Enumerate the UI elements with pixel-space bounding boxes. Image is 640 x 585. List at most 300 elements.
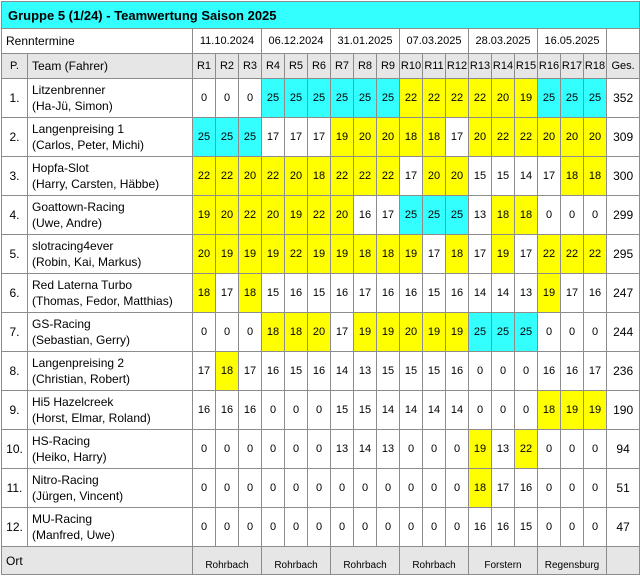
dates-end-cell <box>607 29 640 54</box>
table-title: Gruppe 5 (1/24) - Teamwertung Saison 2025 <box>2 2 640 29</box>
team-total: 190 <box>607 391 640 430</box>
score-cell: 22 <box>561 235 584 274</box>
race-header-r13: R13 <box>469 54 492 79</box>
score-cell: 25 <box>492 313 515 352</box>
race-header-r10: R10 <box>400 54 423 79</box>
score-cell: 0 <box>584 469 607 508</box>
score-cell: 25 <box>239 118 262 157</box>
score-cell: 25 <box>285 79 308 118</box>
team-position: 1. <box>2 79 28 118</box>
score-cell: 0 <box>216 79 239 118</box>
team-drivers: (Robin, Kai, Markus) <box>32 255 142 269</box>
team-drivers: (Uwe, Andre) <box>32 216 103 230</box>
score-cell: 14 <box>400 391 423 430</box>
team-name: Goattown-Racing <box>32 200 125 214</box>
score-cell: 0 <box>262 391 285 430</box>
score-cell: 25 <box>331 79 354 118</box>
score-cell: 17 <box>423 235 446 274</box>
score-cell: 0 <box>331 469 354 508</box>
score-cell: 18 <box>446 235 469 274</box>
score-cell: 22 <box>354 157 377 196</box>
score-cell: 19 <box>262 235 285 274</box>
score-cell: 20 <box>193 235 216 274</box>
score-cell: 22 <box>515 430 538 469</box>
team-total: 299 <box>607 196 640 235</box>
score-cell: 0 <box>561 430 584 469</box>
score-cell: 0 <box>239 430 262 469</box>
score-cell: 0 <box>584 508 607 547</box>
team-position: 2. <box>2 118 28 157</box>
score-cell: 0 <box>354 508 377 547</box>
score-cell: 16 <box>216 391 239 430</box>
score-cell: 19 <box>584 391 607 430</box>
race-header-r17: R17 <box>561 54 584 79</box>
score-cell: 17 <box>584 352 607 391</box>
score-cell: 22 <box>538 235 561 274</box>
score-cell: 0 <box>216 469 239 508</box>
table-row <box>2 352 640 391</box>
score-cell: 22 <box>216 157 239 196</box>
score-cell: 0 <box>492 352 515 391</box>
team-name: Langenpreising 2 <box>32 356 125 370</box>
score-cell: 16 <box>262 352 285 391</box>
score-cell: 17 <box>377 196 400 235</box>
score-cell: 19 <box>538 274 561 313</box>
score-cell: 16 <box>308 352 331 391</box>
score-cell: 0 <box>216 430 239 469</box>
table-row <box>2 274 640 313</box>
team-total: 47 <box>607 508 640 547</box>
team-position: 9. <box>2 391 28 430</box>
score-cell: 20 <box>446 157 469 196</box>
team-drivers: (Carlos, Peter, Michi) <box>32 138 145 152</box>
score-cell: 19 <box>239 235 262 274</box>
team-cell <box>28 391 193 430</box>
table-row <box>2 430 640 469</box>
score-cell: 0 <box>377 469 400 508</box>
score-cell: 17 <box>239 352 262 391</box>
score-cell: 20 <box>308 313 331 352</box>
score-cell: 19 <box>492 235 515 274</box>
team-drivers: (Sebastian, Gerry) <box>32 333 131 347</box>
score-cell: 25 <box>377 79 400 118</box>
race-date: 07.03.2025 <box>400 29 469 54</box>
score-cell: 14 <box>446 391 469 430</box>
score-cell: 20 <box>561 118 584 157</box>
team-drivers: (Manfred, Uwe) <box>32 528 115 542</box>
team-position: 10. <box>2 430 28 469</box>
table-row <box>2 235 640 274</box>
team-cell <box>28 508 193 547</box>
score-cell: 0 <box>561 508 584 547</box>
ort-end-cell <box>607 547 640 575</box>
score-cell: 25 <box>469 313 492 352</box>
score-cell: 0 <box>193 508 216 547</box>
score-cell: 0 <box>285 430 308 469</box>
score-cell: 22 <box>262 157 285 196</box>
location-row <box>2 547 640 575</box>
score-cell: 18 <box>354 235 377 274</box>
score-cell: 17 <box>446 118 469 157</box>
score-cell: 17 <box>469 235 492 274</box>
race-date: 11.10.2024 <box>193 29 262 54</box>
score-cell: 22 <box>584 235 607 274</box>
score-cell: 16 <box>239 391 262 430</box>
score-cell: 22 <box>446 79 469 118</box>
score-cell: 13 <box>354 352 377 391</box>
score-cell: 22 <box>515 118 538 157</box>
race-location: Rohrbach <box>193 547 262 575</box>
team-cell <box>28 157 193 196</box>
score-cell: 25 <box>515 313 538 352</box>
score-cell: 0 <box>423 430 446 469</box>
score-cell: 0 <box>331 508 354 547</box>
score-cell: 25 <box>584 79 607 118</box>
score-cell: 20 <box>285 157 308 196</box>
team-cell <box>28 352 193 391</box>
score-cell: 0 <box>515 352 538 391</box>
race-header-r4: R4 <box>262 54 285 79</box>
score-cell: 0 <box>285 469 308 508</box>
score-cell: 17 <box>354 274 377 313</box>
race-header-r8: R8 <box>354 54 377 79</box>
table-row <box>2 118 640 157</box>
team-position: 8. <box>2 352 28 391</box>
score-cell: 0 <box>400 430 423 469</box>
score-cell: 0 <box>561 469 584 508</box>
table-row <box>2 196 640 235</box>
score-cell: 0 <box>538 508 561 547</box>
team-position: 4. <box>2 196 28 235</box>
team-drivers: (Heiko, Harry) <box>32 450 107 464</box>
team-drivers: (Thomas, Fedor, Matthias) <box>32 294 173 308</box>
score-cell: 0 <box>561 313 584 352</box>
score-cell: 0 <box>377 508 400 547</box>
score-cell: 0 <box>285 391 308 430</box>
team-drivers: (Horst, Elmar, Roland) <box>32 411 151 425</box>
score-cell: 20 <box>469 118 492 157</box>
team-total: 309 <box>607 118 640 157</box>
team-name: slotracing4ever <box>32 239 114 253</box>
team-total: 352 <box>607 79 640 118</box>
score-cell: 15 <box>354 391 377 430</box>
score-cell: 16 <box>400 274 423 313</box>
score-cell: 17 <box>216 274 239 313</box>
score-cell: 0 <box>469 352 492 391</box>
score-cell: 18 <box>584 157 607 196</box>
team-total: 247 <box>607 274 640 313</box>
score-cell: 25 <box>354 79 377 118</box>
score-cell: 0 <box>538 430 561 469</box>
score-cell: 25 <box>193 118 216 157</box>
score-cell: 16 <box>446 352 469 391</box>
team-total: 300 <box>607 157 640 196</box>
score-cell: 0 <box>262 430 285 469</box>
score-cell: 15 <box>469 157 492 196</box>
team-name: GS-Racing <box>32 317 91 331</box>
score-cell: 0 <box>400 508 423 547</box>
score-cell: 20 <box>538 118 561 157</box>
score-cell: 22 <box>400 79 423 118</box>
score-cell: 22 <box>331 157 354 196</box>
score-cell: 20 <box>584 118 607 157</box>
race-header-r14: R14 <box>492 54 515 79</box>
table-row <box>2 313 640 352</box>
score-cell: 22 <box>193 157 216 196</box>
score-cell: 19 <box>469 430 492 469</box>
race-location: Rohrbach <box>400 547 469 575</box>
score-cell: 17 <box>193 352 216 391</box>
score-cell: 19 <box>331 235 354 274</box>
race-header-r5: R5 <box>285 54 308 79</box>
score-cell: 18 <box>216 352 239 391</box>
score-cell: 13 <box>469 196 492 235</box>
race-location: Rohrbach <box>262 547 331 575</box>
score-cell: 0 <box>446 430 469 469</box>
score-cell: 25 <box>446 196 469 235</box>
score-cell: 0 <box>584 196 607 235</box>
team-total: 51 <box>607 469 640 508</box>
score-cell: 0 <box>400 469 423 508</box>
score-cell: 16 <box>515 469 538 508</box>
team-position: 11. <box>2 469 28 508</box>
score-cell: 22 <box>285 235 308 274</box>
ort-label: Ort <box>2 547 193 575</box>
score-cell: 15 <box>423 352 446 391</box>
race-header-r15: R15 <box>515 54 538 79</box>
score-cell: 13 <box>377 430 400 469</box>
score-cell: 16 <box>377 274 400 313</box>
score-cell: 0 <box>216 313 239 352</box>
header-row <box>2 54 640 79</box>
score-cell: 17 <box>561 274 584 313</box>
race-header-r12: R12 <box>446 54 469 79</box>
score-cell: 18 <box>492 196 515 235</box>
score-cell: 15 <box>377 352 400 391</box>
score-cell: 22 <box>469 79 492 118</box>
team-cell <box>28 196 193 235</box>
table-row <box>2 157 640 196</box>
score-cell: 15 <box>423 274 446 313</box>
team-total: 244 <box>607 313 640 352</box>
score-cell: 0 <box>584 313 607 352</box>
score-cell: 15 <box>285 352 308 391</box>
score-cell: 20 <box>377 118 400 157</box>
score-cell: 14 <box>377 391 400 430</box>
race-header-r1: R1 <box>193 54 216 79</box>
race-date: 06.12.2024 <box>262 29 331 54</box>
score-cell: 14 <box>354 430 377 469</box>
team-standings-table <box>1 1 640 575</box>
score-cell: 22 <box>308 196 331 235</box>
score-cell: 18 <box>377 235 400 274</box>
title-row <box>2 2 640 29</box>
race-location: Rohrbach <box>331 547 400 575</box>
score-cell: 0 <box>193 79 216 118</box>
score-cell: 20 <box>216 196 239 235</box>
score-cell: 0 <box>584 430 607 469</box>
score-cell: 15 <box>492 157 515 196</box>
team-name: Hi5 Hazelcreek <box>32 395 114 409</box>
team-drivers: (Harry, Carsten, Häbbe) <box>32 177 160 191</box>
race-header-r7: R7 <box>331 54 354 79</box>
score-cell: 16 <box>285 274 308 313</box>
race-header-r16: R16 <box>538 54 561 79</box>
team-name: Red Laterna Turbo <box>32 278 133 292</box>
score-cell: 0 <box>262 508 285 547</box>
score-cell: 0 <box>308 430 331 469</box>
score-cell: 17 <box>492 469 515 508</box>
score-cell: 25 <box>400 196 423 235</box>
score-cell: 20 <box>262 196 285 235</box>
team-total: 94 <box>607 430 640 469</box>
score-cell: 18 <box>262 313 285 352</box>
score-cell: 20 <box>400 313 423 352</box>
team-name: Langenpreising 1 <box>32 122 125 136</box>
score-cell: 0 <box>239 79 262 118</box>
score-cell: 17 <box>538 157 561 196</box>
score-cell: 0 <box>538 469 561 508</box>
team-cell <box>28 274 193 313</box>
team-drivers: (Jürgen, Vincent) <box>32 489 124 503</box>
score-cell: 22 <box>239 196 262 235</box>
score-cell: 16 <box>492 508 515 547</box>
score-cell: 15 <box>331 391 354 430</box>
score-cell: 0 <box>354 469 377 508</box>
score-cell: 16 <box>354 196 377 235</box>
score-cell: 19 <box>285 196 308 235</box>
score-cell: 25 <box>538 79 561 118</box>
score-cell: 15 <box>515 508 538 547</box>
score-cell: 20 <box>331 196 354 235</box>
score-cell: 18 <box>285 313 308 352</box>
score-cell: 14 <box>492 274 515 313</box>
table-row <box>2 391 640 430</box>
team-cell <box>28 118 193 157</box>
score-cell: 0 <box>308 469 331 508</box>
score-cell: 0 <box>239 469 262 508</box>
score-cell: 15 <box>400 352 423 391</box>
team-position: 6. <box>2 274 28 313</box>
score-cell: 25 <box>561 79 584 118</box>
score-cell: 17 <box>400 157 423 196</box>
team-position: 12. <box>2 508 28 547</box>
race-dates-row <box>2 29 640 54</box>
score-cell: 13 <box>492 430 515 469</box>
total-header: Ges. <box>607 54 640 79</box>
table-row <box>2 469 640 508</box>
team-name: MU-Racing <box>32 512 93 526</box>
score-cell: 19 <box>515 79 538 118</box>
team-position: 5. <box>2 235 28 274</box>
race-header-r3: R3 <box>239 54 262 79</box>
team-name: Litzenbrenner <box>32 83 106 97</box>
score-cell: 14 <box>423 391 446 430</box>
team-position: 7. <box>2 313 28 352</box>
score-cell: 16 <box>469 508 492 547</box>
race-location: Forstern <box>469 547 538 575</box>
renntermine-label: Renntermine <box>2 29 193 54</box>
score-cell: 19 <box>331 118 354 157</box>
race-header-r11: R11 <box>423 54 446 79</box>
score-cell: 0 <box>492 391 515 430</box>
team-name: HS-Racing <box>32 434 91 448</box>
race-header-r2: R2 <box>216 54 239 79</box>
score-cell: 0 <box>262 469 285 508</box>
score-cell: 17 <box>331 313 354 352</box>
score-cell: 22 <box>492 118 515 157</box>
score-cell: 0 <box>561 196 584 235</box>
race-header-r9: R9 <box>377 54 400 79</box>
race-header-r18: R18 <box>584 54 607 79</box>
score-cell: 0 <box>423 508 446 547</box>
score-cell: 0 <box>446 469 469 508</box>
score-cell: 25 <box>308 79 331 118</box>
score-cell: 0 <box>239 313 262 352</box>
table-row <box>2 79 640 118</box>
race-date: 16.05.2025 <box>538 29 607 54</box>
score-cell: 18 <box>400 118 423 157</box>
team-name: Nitro-Racing <box>32 473 99 487</box>
race-location: Regensburg <box>538 547 607 575</box>
score-cell: 20 <box>423 157 446 196</box>
score-cell: 25 <box>262 79 285 118</box>
score-cell: 15 <box>262 274 285 313</box>
score-cell: 14 <box>515 157 538 196</box>
score-cell: 16 <box>561 352 584 391</box>
score-cell: 18 <box>469 469 492 508</box>
score-cell: 19 <box>446 313 469 352</box>
score-cell: 0 <box>538 196 561 235</box>
score-cell: 17 <box>262 118 285 157</box>
score-cell: 0 <box>538 313 561 352</box>
team-total: 295 <box>607 235 640 274</box>
score-cell: 16 <box>538 352 561 391</box>
score-cell: 19 <box>308 235 331 274</box>
team-drivers: (Ha-Jü, Simon) <box>32 99 113 113</box>
score-cell: 18 <box>538 391 561 430</box>
score-cell: 19 <box>216 235 239 274</box>
race-date: 28.03.2025 <box>469 29 538 54</box>
team-total: 236 <box>607 352 640 391</box>
score-cell: 13 <box>331 430 354 469</box>
score-cell: 0 <box>515 391 538 430</box>
score-cell: 0 <box>423 469 446 508</box>
score-cell: 16 <box>584 274 607 313</box>
score-cell: 19 <box>354 313 377 352</box>
score-cell: 18 <box>423 118 446 157</box>
score-cell: 0 <box>216 508 239 547</box>
score-cell: 20 <box>354 118 377 157</box>
team-cell <box>28 235 193 274</box>
team-position: 3. <box>2 157 28 196</box>
score-cell: 0 <box>469 391 492 430</box>
score-cell: 17 <box>308 118 331 157</box>
table-row <box>2 508 640 547</box>
race-header-r6: R6 <box>308 54 331 79</box>
score-cell: 22 <box>423 79 446 118</box>
score-cell: 0 <box>308 391 331 430</box>
score-cell: 18 <box>561 157 584 196</box>
score-cell: 18 <box>515 196 538 235</box>
score-cell: 15 <box>308 274 331 313</box>
score-cell: 0 <box>308 508 331 547</box>
team-name: Hopfa-Slot <box>32 161 89 175</box>
score-cell: 25 <box>423 196 446 235</box>
team-cell <box>28 430 193 469</box>
score-cell: 25 <box>216 118 239 157</box>
score-cell: 20 <box>239 157 262 196</box>
